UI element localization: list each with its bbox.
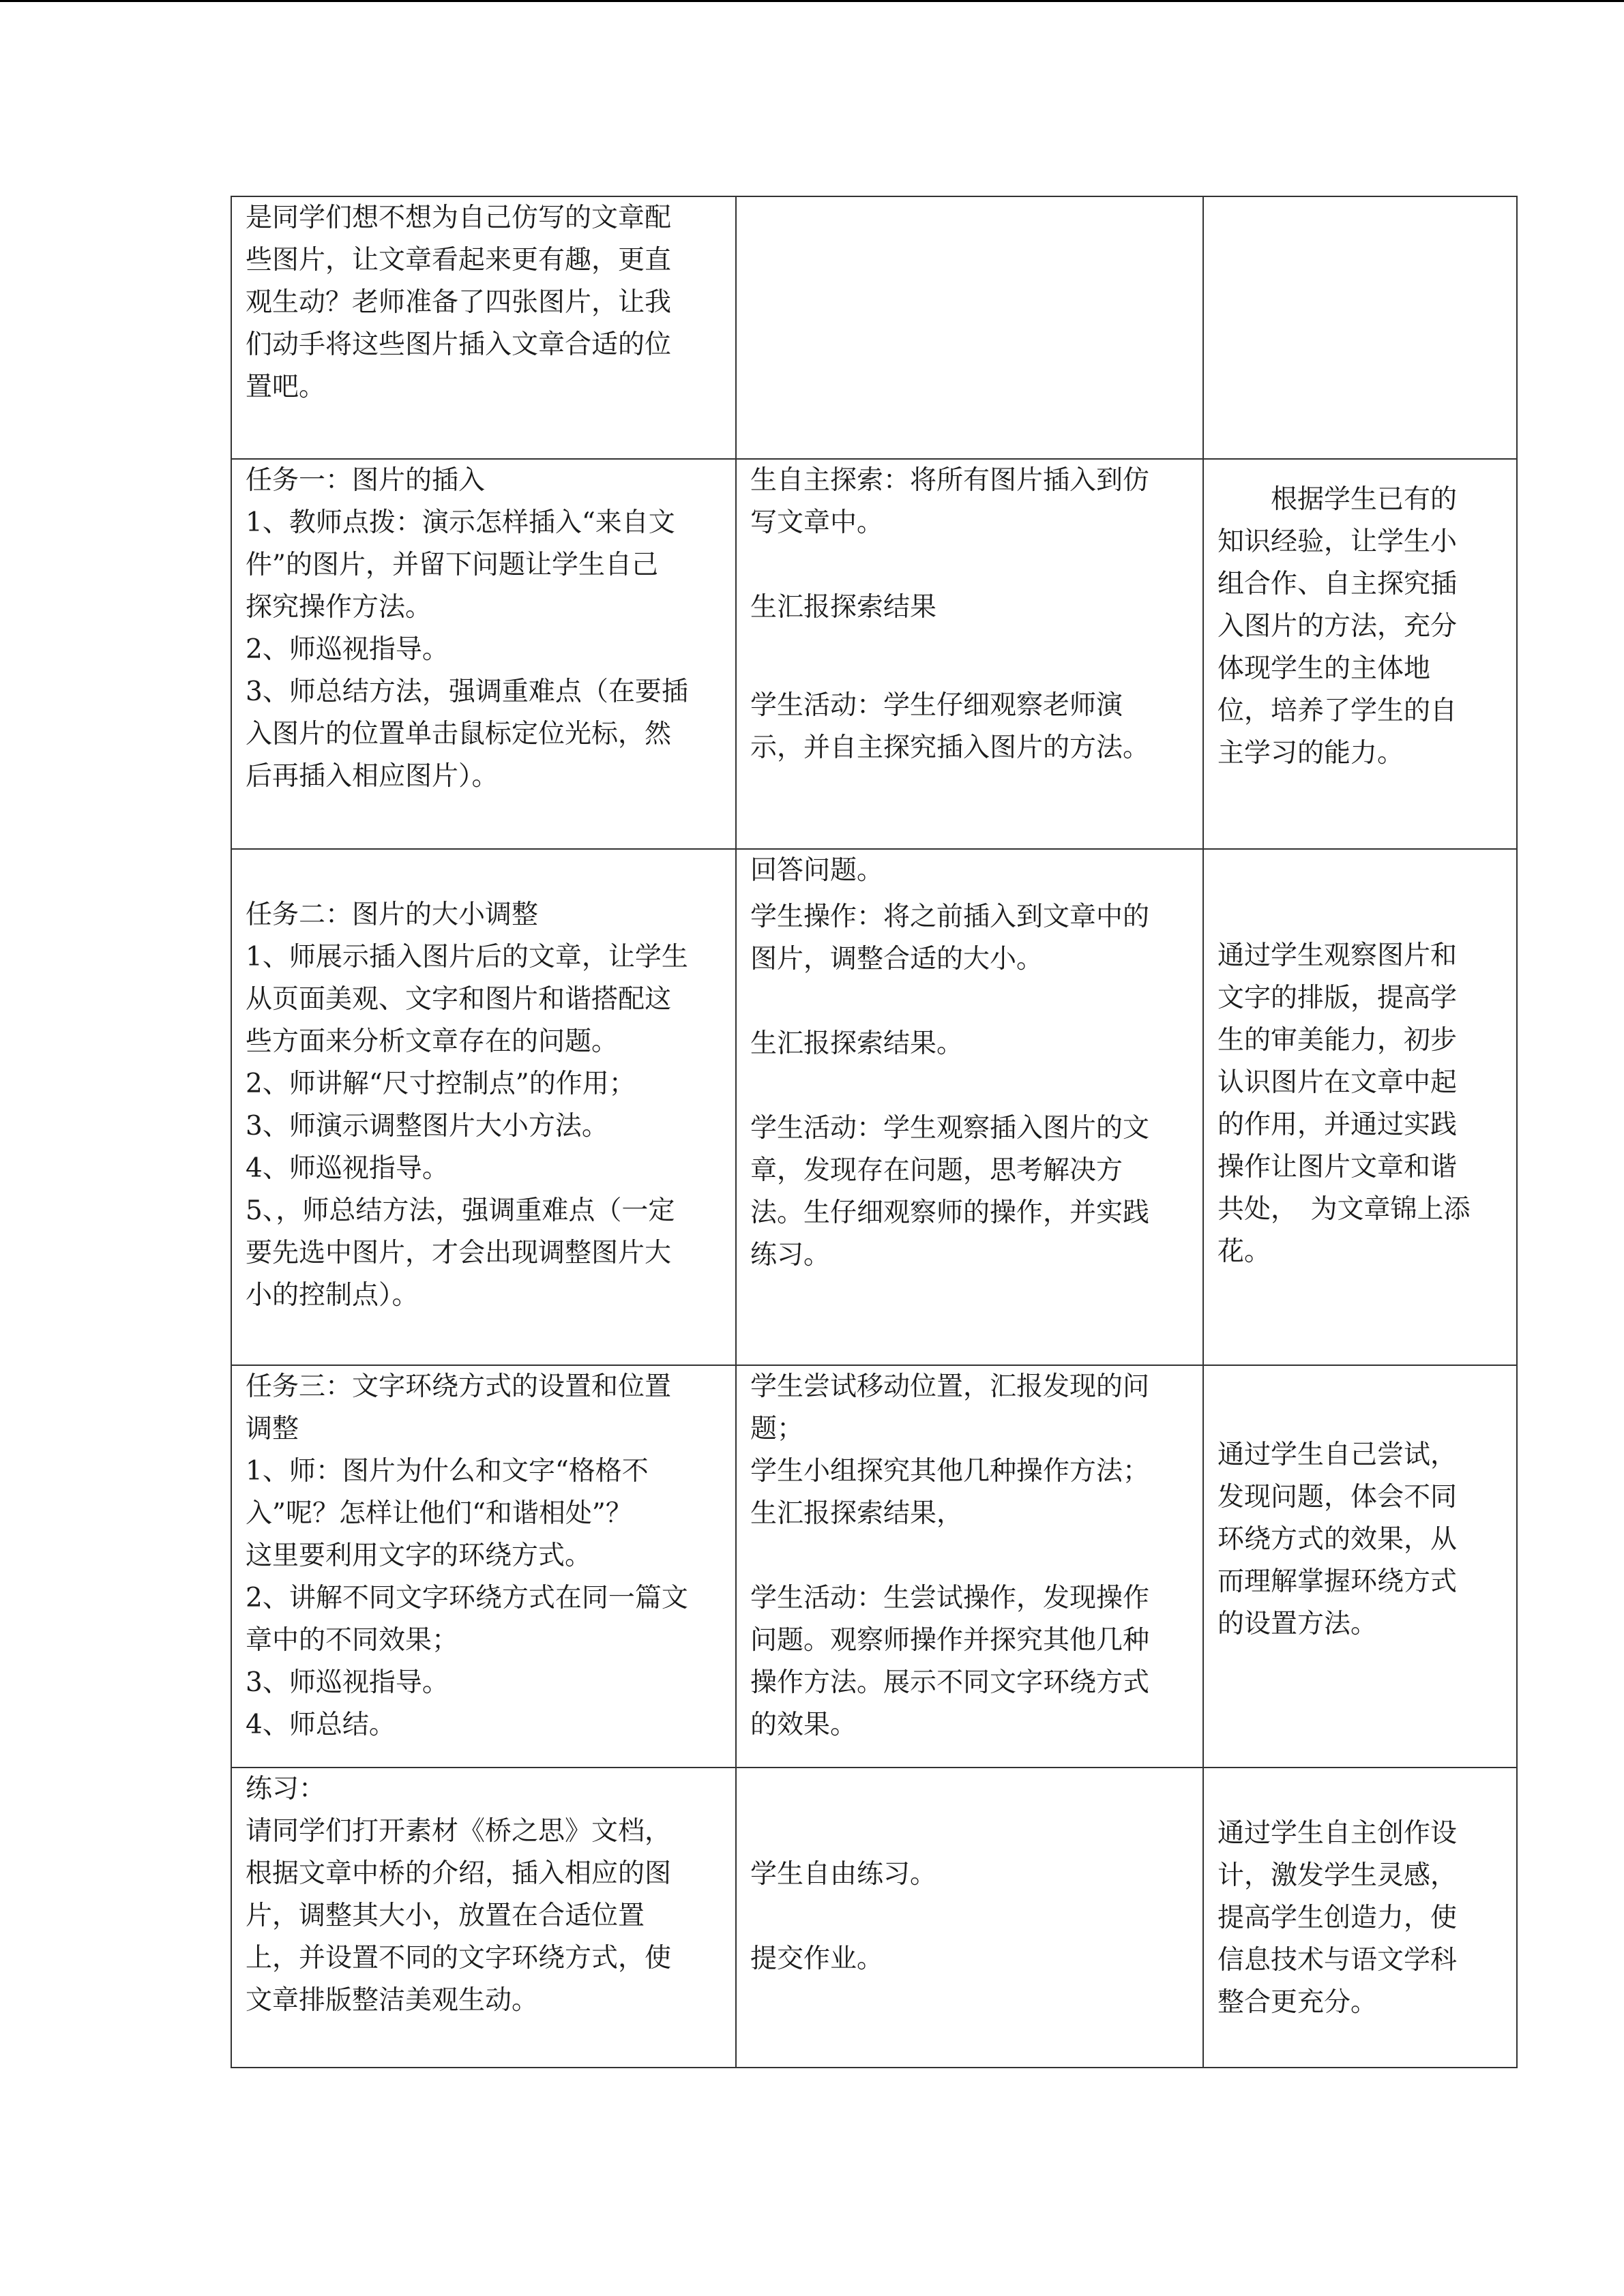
table-row: [231, 1768, 1517, 2068]
cell-line: 示，并自主探究插入图片的方法。: [750, 732, 1150, 763]
cell-line: 文字的排版，提高学: [1217, 983, 1458, 1013]
cell-line: 生汇报探索结果。: [750, 1028, 964, 1059]
cell-line: 学生操作：将之前插入到文章中的: [750, 901, 1150, 932]
cell-line: 法。生仔细观察师的操作，并实践: [750, 1197, 1150, 1228]
cell-line: 生汇报探索结果: [750, 592, 937, 623]
cell-line: 学生活动：生尝试操作，发现操作: [750, 1583, 1150, 1613]
cell-line: 发现问题，体会不同: [1217, 1482, 1458, 1512]
cell-line: 5、，师总结方法，强调重难点（一定: [246, 1195, 675, 1226]
cell-line: 1、师展示插入图片后的文章，让学生: [246, 942, 688, 972]
cell-line: 置吧。: [246, 372, 326, 402]
design-intent-cell: [1203, 196, 1517, 459]
cell-line: 要先选中图片，才会出现调整图片大: [246, 1238, 672, 1268]
cell-line: 2、讲解不同文字环绕方式在同一篇文: [246, 1583, 688, 1613]
teacher-activity-cell: [231, 849, 736, 1365]
cell-line: 1、师：图片为什么和文字“格格不: [246, 1456, 649, 1487]
cell-line: 体现学生的主体地: [1217, 653, 1431, 684]
cell-line: 图片，调整合适的大小。: [750, 944, 1044, 974]
cell-line: 观生动？老师准备了四张图片，让我: [246, 287, 672, 318]
student-activity-cell: [736, 1365, 1203, 1768]
cell-line: 计，激发学生灵感，: [1217, 1860, 1458, 1891]
cell-line: 上，并设置不同的文字环绕方式，使: [246, 1943, 672, 1973]
cell-line: 3、师巡视指导。: [246, 1667, 449, 1698]
cell-line: 通过学生观察图片和: [1217, 940, 1458, 971]
cell-line: 生的审美能力，初步: [1217, 1025, 1458, 1056]
table-row: [231, 1365, 1517, 1768]
student-activity-cell: [736, 459, 1203, 849]
cell-line: 而理解掌握环绕方式: [1217, 1566, 1458, 1597]
cell-line: 主学习的能力。: [1217, 738, 1404, 769]
cell-line: 入图片的方法，充分: [1217, 611, 1458, 642]
cell-line: 知识经验，让学生小: [1217, 526, 1458, 557]
table-row: [231, 459, 1517, 849]
cell-line: 根据学生已有的: [1271, 484, 1458, 515]
cell-line: 位，培养了学生的自: [1217, 696, 1458, 726]
cell-line: 的作用，并通过实践: [1217, 1109, 1458, 1140]
cell-line: 操作方法。展示不同文字环绕方式: [750, 1667, 1150, 1698]
cell-line: 回答问题。: [750, 855, 884, 886]
cell-line: 提交作业。: [750, 1943, 884, 1974]
cell-line: 3、师总结方法，强调重难点（在要插: [246, 676, 688, 707]
teacher-activity-cell: [231, 1768, 736, 2068]
table-row: [231, 849, 1517, 1365]
task-title: 任务二：图片的大小调整: [246, 899, 539, 930]
cell-line: 是同学们想不想为自己仿写的文章配: [246, 203, 672, 233]
student-activity-cell: [736, 849, 1203, 1365]
design-intent-cell: [1203, 849, 1517, 1365]
task-title: 任务三：文字环绕方式的设置和位置: [246, 1371, 672, 1402]
cell-line: 组合作、自主探究插: [1217, 569, 1458, 599]
cell-line: 探究操作方法。: [246, 592, 432, 623]
cell-line: 学生小组探究其他几种操作方法；: [750, 1456, 1150, 1487]
student-activity-cell: [736, 1768, 1203, 2068]
cell-line: 学生活动：学生观察插入图片的文: [750, 1113, 1150, 1144]
cell-line: 环绕方式的效果，从: [1217, 1524, 1458, 1555]
lesson-plan-table: [231, 196, 1518, 2068]
cell-line: 题；: [750, 1414, 804, 1444]
cell-line: 入图片的位置单击鼠标定位光标，然: [246, 719, 672, 749]
cell-line: 认识图片在文章中起: [1217, 1067, 1458, 1098]
design-intent-cell: [1203, 1768, 1517, 2068]
cell-line: 文章排版整洁美观生动。: [246, 1985, 539, 2016]
cell-line: 些方面来分析文章存在的问题。: [246, 1026, 619, 1057]
cell-line: 提高学生创造力，使: [1217, 1903, 1458, 1933]
cell-line: 操作让图片文章和谐: [1217, 1152, 1458, 1182]
design-intent-cell: [1203, 459, 1517, 849]
cell-line: 的效果。: [750, 1710, 857, 1740]
task-title: 任务一：图片的插入: [246, 465, 486, 496]
cell-line: 入”呢？怎样让他们“和谐相处”？: [246, 1498, 632, 1529]
cell-line: 调整: [246, 1414, 299, 1444]
cell-line: 4、师巡视指导。: [246, 1153, 449, 1184]
cell-line: 件”的图片，并留下问题让学生自己: [246, 550, 658, 580]
cell-line: 章，发现存在问题，思考解决方: [750, 1155, 1123, 1186]
task-title: 练习：: [246, 1774, 326, 1804]
cell-line: 后再插入相应图片）。: [246, 761, 499, 792]
student-activity-cell: [736, 196, 1203, 459]
cell-line: 请同学们打开素材《桥之思》文档，: [246, 1816, 672, 1847]
page-top-border: [0, 0, 1624, 2]
design-intent-cell: [1203, 1365, 1517, 1768]
cell-line: 小的控制点）。: [246, 1280, 419, 1311]
teacher-activity-cell: [231, 196, 736, 459]
cell-line: 练习。: [750, 1240, 831, 1270]
cell-line: 写文章中。: [750, 507, 884, 538]
cell-line: 学生自由练习。: [750, 1859, 937, 1890]
cell-line: 2、师巡视指导。: [246, 634, 449, 665]
cell-line: 的设置方法。: [1217, 1609, 1378, 1639]
table-row: [231, 196, 1517, 459]
cell-line: 片，调整其大小，放置在合适位置: [246, 1900, 645, 1931]
cell-line: 生自主探索：将所有图片插入到仿: [750, 465, 1150, 496]
cell-line: 2、师讲解“尺寸控制点”的作用；: [246, 1069, 636, 1099]
cell-line: 1、教师点拨：演示怎样插入“来自文: [246, 507, 675, 538]
cell-line: 4、师总结。: [246, 1710, 396, 1740]
cell-line: 通过学生自主创作设: [1217, 1818, 1458, 1849]
cell-line: 生汇报探索结果，: [750, 1498, 964, 1529]
teacher-activity-cell: [231, 459, 736, 849]
cell-line: 些图片，让文章看起来更有趣，更直: [246, 245, 672, 275]
cell-line: 通过学生自己尝试，: [1217, 1440, 1458, 1470]
cell-line: 信息技术与语文学科: [1217, 1945, 1458, 1976]
cell-line: 这里要利用文字的环绕方式。: [246, 1540, 592, 1571]
cell-line: 根据文章中桥的介绍，插入相应的图: [246, 1858, 672, 1889]
cell-line: 共处， 为文章锦上添: [1217, 1194, 1471, 1225]
cell-line: 学生活动：学生仔细观察老师演: [750, 690, 1123, 721]
cell-line: 整合更充分。: [1217, 1987, 1378, 2018]
cell-line: 问题。观察师操作并探究其他几种: [750, 1625, 1150, 1656]
cell-line: 从页面美观、文字和图片和谐搭配这: [246, 984, 672, 1015]
cell-line: 们动手将这些图片插入文章合适的位: [246, 329, 672, 360]
cell-line: 3、师演示调整图片大小方法。: [246, 1111, 608, 1142]
cell-line: 学生尝试移动位置，汇报发现的问: [750, 1371, 1150, 1402]
cell-line: 花。: [1217, 1236, 1271, 1267]
cell-line: 章中的不同效果；: [246, 1625, 459, 1656]
teacher-activity-cell: [231, 1365, 736, 1768]
